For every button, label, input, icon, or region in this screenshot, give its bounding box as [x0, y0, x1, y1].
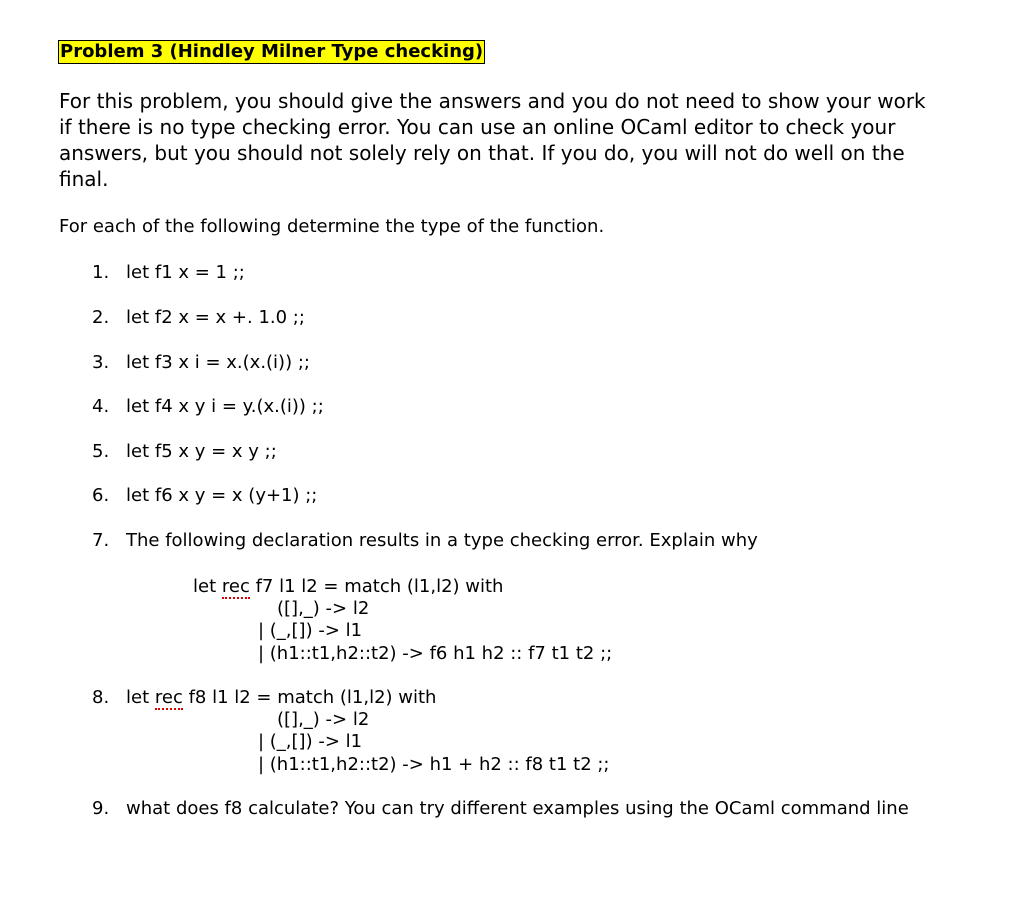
item-number: 5.: [92, 441, 110, 462]
intro-line: final.: [59, 167, 109, 191]
item-number: 1.: [92, 262, 110, 283]
item-text: let f4 x y i = y.(x.(i)) ;;: [126, 396, 324, 417]
item-number: 3.: [92, 352, 110, 373]
intro-paragraph: [59, 88, 926, 192]
item-number: 6.: [92, 485, 110, 506]
problem-title: Problem 3 (Hindley Milner Type checking): [60, 41, 484, 62]
code-text: f7 l1 l2 = match (l1,l2) with: [249, 576, 504, 597]
code-keyword-rec: rec: [154, 687, 183, 708]
item-number: 9.: [92, 798, 110, 819]
item-text: let f6 x y = x (y+1) ;;: [126, 485, 318, 506]
item-text: let f2 x = x +. 1.0 ;;: [126, 307, 305, 328]
list-item: [92, 307, 305, 328]
item-number: 2.: [92, 307, 110, 328]
list-item: [92, 485, 317, 506]
f7-code-header: [193, 576, 503, 598]
code-keyword-let: let: [126, 687, 155, 708]
list-item: [92, 396, 324, 417]
item-text: let f3 x i = x.(x.(i)) ;;: [126, 352, 310, 373]
item-text: what does f8 calculate? You can try different examples using the OCaml command line: [126, 798, 909, 819]
intro-line: For this problem, you should give the answers and you do not need to show your work: [59, 89, 926, 113]
item-number: 7.: [92, 530, 110, 551]
list-item: [92, 441, 277, 462]
f8-case-2: | (_,[]) -> l1: [258, 731, 363, 752]
list-item: [92, 798, 909, 819]
code-text: f8 l1 l2 = match (l1,l2) with: [182, 687, 437, 708]
list-item: [92, 530, 758, 551]
f8-case-1: ([],_) -> l2: [277, 709, 370, 730]
f7-case-2: | (_,[]) -> l1: [258, 620, 363, 641]
intro-line: if there is no type checking error. You can use an online OCaml editor to check your: [59, 115, 896, 139]
list-item: [92, 687, 436, 709]
f7-case-3: | (h1::t1,h2::t2) -> f6 h1 h2 :: f7 t1 t2 ;;: [258, 643, 613, 664]
instruction-text: For each of the following determine the type of the function.: [59, 216, 605, 237]
item-number: 4.: [92, 396, 110, 417]
f7-case-1: ([],_) -> l2: [277, 598, 370, 619]
list-item: [92, 262, 245, 283]
item-text: The following declaration results in a type checking error. Explain why: [126, 530, 758, 551]
code-keyword-let: let: [193, 576, 222, 597]
code-keyword-rec: rec: [221, 576, 250, 597]
intro-line: answers, but you should not solely rely on that. If you do, you will not do well on the: [59, 141, 905, 165]
item-number: 8.: [92, 687, 110, 708]
list-item: [92, 352, 310, 373]
item-text: let f1 x = 1 ;;: [126, 262, 245, 283]
f8-case-3: | (h1::t1,h2::t2) -> h1 + h2 :: f8 t1 t2 ;;: [258, 754, 610, 775]
item-text: let f5 x y = x y ;;: [126, 441, 277, 462]
